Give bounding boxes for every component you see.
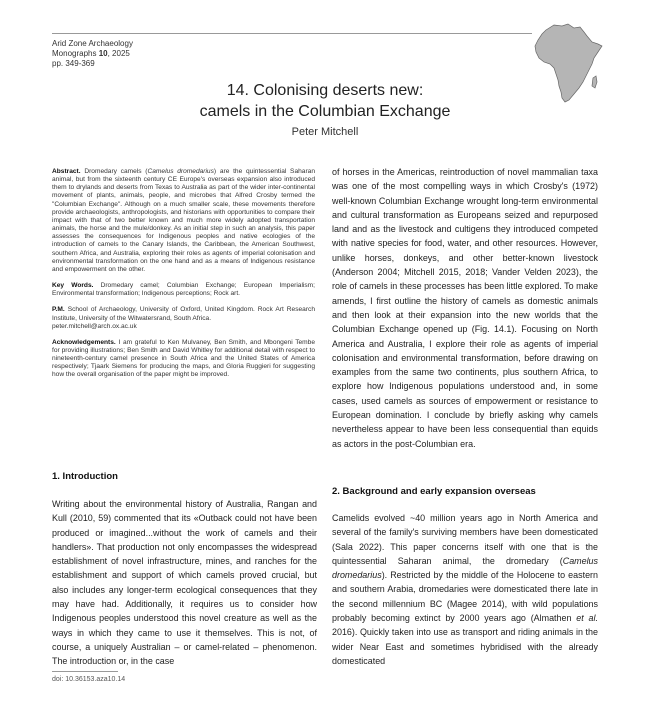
section-2-heading: 2. Background and early expansion overseas bbox=[332, 486, 536, 497]
chapter-title-line-2: camels in the Columbian Exchange bbox=[199, 103, 451, 120]
keywords: Key Words. Dromedary camel; Columbian Exchange; European Imperialism; Environmental transformation; Indigenous perceptions; Rock art. bbox=[52, 282, 316, 298]
footer-rule bbox=[52, 671, 118, 672]
acknowledgements: Acknowledgements. I am grateful to Ken Mulvaney, Ben Smith, and Mbongeni Tembe for providing illustrations; Ben Smith and David Whitley for additional detail with respect to nineteenth-century camel presence in South Africa and the United States of America respectively; Tjaark Siemens for producing the maps, and Gloria Ruggieri for suggesting how the overall organisation of the paper might be improved. bbox=[52, 338, 315, 379]
series-volume-line: Monographs 10, 2025 bbox=[52, 49, 130, 58]
affiliation: P.M. School of Archaeology, University of Oxford, United Kingdom. Rock Art Research Institute, University of the Witwatersrand, South Africa. peter.mitchell@arch.ox.ac.uk bbox=[52, 306, 315, 330]
series-info bbox=[52, 39, 133, 69]
series-title: Arid Zone Archaeology bbox=[52, 39, 133, 48]
chapter-title-line-1: 14. Colonising deserts new: bbox=[226, 82, 424, 99]
volume-number: 10 bbox=[98, 49, 108, 58]
author-email[interactable]: peter.mitchell@arch.ox.ac.uk bbox=[52, 322, 137, 330]
page-range: pp. 349-369 bbox=[52, 59, 95, 68]
author-name: Peter Mitchell bbox=[291, 126, 359, 138]
header-rule bbox=[52, 33, 532, 34]
front-matter bbox=[52, 168, 315, 388]
section-1-heading: 1. Introduction bbox=[52, 471, 118, 482]
abstract: Abstract. Dromedary camels (Camelus dromedarius) are the quintessential Saharan animal, but from the sixteenth century CE Europe's overseas expansion also introduced them to drylands and deserts from Texas to Australia as part of the wider inter-continental movement of plants, animals, people, and microbes that Alfred Crosby termed the "Columbian Exchange". Although on a much smaller scale, these movements therefore provide archaeologists, anthropologists, and historians with opportunities to compare their impact with that of two better known and much more widely adopted transportation animals, the horse and the mule/donkey. As an initial step in such an analysis, this paper assesses the consequences for Indigenous peoples and native ecologies of the introduction of camels to the Canary Islands, the Caribbean, the American Southwest, southern Africa, and Australia, exploring their roles as agents of imperial colonisation and environmental transformation on the one hand and as a means of Indigenous resistance and empowerment on the other. bbox=[52, 168, 315, 273]
section-2-body: Camelids evolved ~40 million years ago in North America and several of the family's surviving members have been domesticated (Sala 2022). This paper concerns itself with one that is the quintessential Saharan animal, the dromedary (Camelus dromedarius). Restricted by the middle of the Holocene to eastern and southern Arabia, dromedaries were domesticated there late in the second millennium BC (Magee 2014), with wild populations probably becoming extinct by 2000 years ago (Almathen et al. 2016). Quickly taken into use as transport and riding animals in the wider Near East and sometimes hybridised with the already domesticated bbox=[332, 513, 598, 666]
right-column-paragraph: of horses in the Americas, reintroduction of novel mammalian taxa was one of the most compelling ways in which Crosby's (1972) well-known Columbian Exchange wrought long-term environmental and cultural transformation as Europeans seized and repurposed land and as the livestock and cultigens they introduced competed with native species for food, water, and other resources. However, unlike horses, donkeys, and other better-known livestock (Anderson 2004; Mitchell 2015, 2018; Vander Velden 2023), the role of camels in these processes has been little explored. To make amends, I first outline the history of camels as domestic animals and then look at their expansion into the new worlds that the Columbian Exchange opened up (Fig. 14.1). Focusing on North America and Australia, I explore their role as agents of imperial colonisation and environmental transformation, before drawing on examples from the same two continents, plus southern Africa, to explore how Indigenous populations understood and, in some cases, used camels as sources of empowerment or resistance to European domination. I conclude by briefly asking why camels nevertheless appear to have been less consequential than equids as actors in the post-Columbian era. bbox=[332, 167, 598, 449]
doi: doi: 10.36153.aza10.14 bbox=[52, 676, 126, 683]
section-1-body: Writing about the environmental history of Australia, Rangan and Kull (2010, 59) commented that its «Outback could not have been produced or imagined...without the work of camels and their handlers». That production not only encompasses the widespread establishment of novel infrastructure, mines, and ranches for the establishment and support of which camels proved crucial, but also includes any longer-term ecological consequences that they may have had. Additionally, it requires us to consider how Indigenous peoples understood this novel creature as well as the ways in which they came to use it themselves. This is not, of course, a uniquely Australian – or camel-related – phenomenon. The introduction or, in the case bbox=[52, 499, 317, 667]
chapter-title bbox=[0, 80, 650, 122]
